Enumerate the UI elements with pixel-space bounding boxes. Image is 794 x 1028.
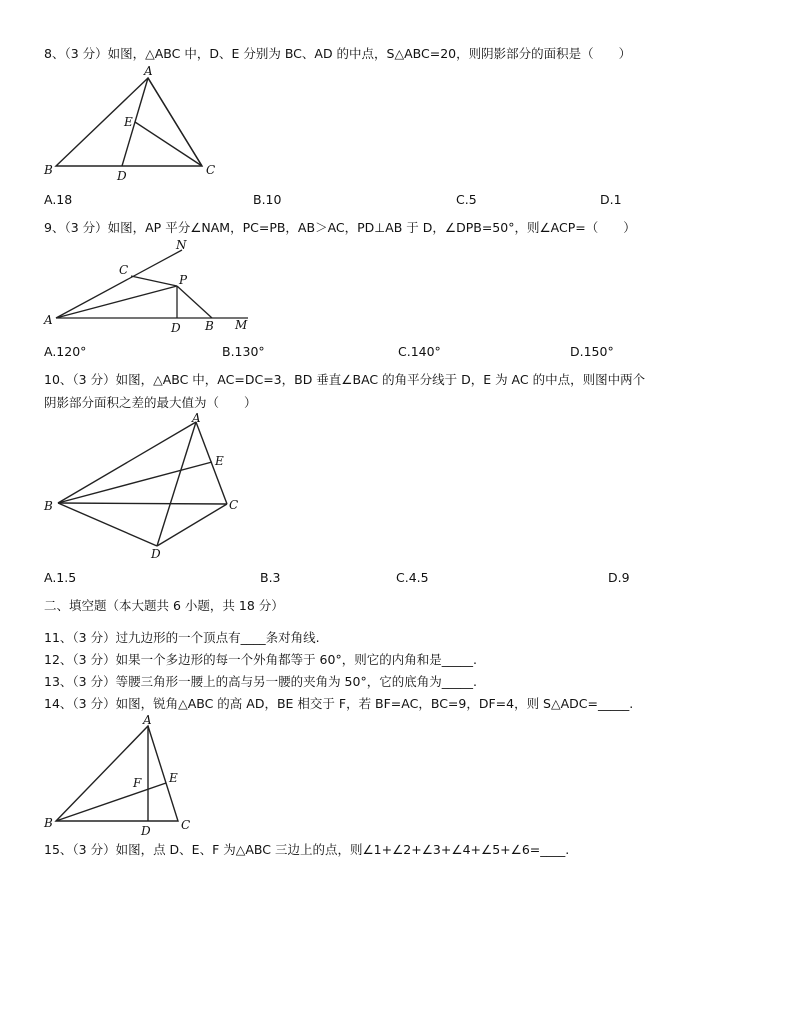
question-10-stem-line2: 阴影部分面积之差的最大值为（ ） [44,395,257,410]
label-N: N [176,238,187,252]
question-8-option-b[interactable]: B.10 [253,192,282,207]
label-C: C [119,263,129,277]
label-A: A [192,412,201,425]
label-B: B [44,163,53,177]
question-8-option-d[interactable]: D.1 [600,192,622,207]
question-number: 15、 [44,842,73,857]
label-D: D [171,321,181,335]
question-9-option-d[interactable]: D.150° [570,344,614,359]
question-number: 12、 [44,652,73,667]
label-D: D [141,824,151,838]
question-text: （3 分）如图，△ABC 中，AC=DC=3，BD 垂直∠BAC 的角平分线于 D，E 为 AC 的中点，则图中两个 [72,372,646,387]
label-P: P [179,273,188,287]
question-11 [44,630,320,646]
label-A: A [143,714,152,727]
question-12 [44,652,477,668]
question-number: 14、 [44,696,73,711]
label-B: B [44,816,53,830]
question-text: （3 分）如图，锐角△ABC 的高 AD，BE 相交于 F，若 BF=AC，BC=9，DF=4，则 S△ADC=_____. [72,696,634,711]
question-number: 13、 [44,674,73,689]
label-E: E [169,771,178,785]
label-D: D [117,169,127,183]
section-heading: 二、填空题（本大题共 6 小题，共 18 分） [44,598,284,613]
label-B: B [205,319,214,333]
question-9-option-b[interactable]: B.130° [222,344,265,359]
label-E: E [215,454,224,468]
question-10-figure [36,412,256,564]
label-E: E [124,115,133,129]
question-9-option-c[interactable]: C.140° [398,344,441,359]
question-10-stem-line1 [44,372,645,388]
question-8-option-a[interactable]: A.18 [44,192,73,207]
question-10-option-a[interactable]: A.1.5 [44,570,77,585]
question-number: 11、 [44,630,73,645]
label-C: C [181,818,191,832]
label-C: C [206,163,216,177]
label-C: C [229,498,239,512]
question-number: 8、 [44,46,65,61]
question-10-option-c[interactable]: C.4.5 [396,570,429,585]
question-text: （3 分）如果一个多边形的每一个外角都等于 60°，则它的内角和是_____. [72,652,477,667]
question-9-figure [36,236,266,338]
question-8-option-c[interactable]: C.5 [456,192,477,207]
question-8-stem [44,46,631,62]
question-text: （3 分）过九边形的一个顶点有____条对角线. [72,630,320,645]
question-13 [44,674,477,690]
question-text: （3 分）如图，点 D、E、F 为△ABC 三边上的点，则∠1+∠2+∠3+∠4+∠5+∠6=____. [72,842,570,857]
label-B: B [44,499,53,513]
question-number: 10、 [44,372,73,387]
question-text: （3 分）如图，△ABC 中，D、E 分别为 BC、AD 的中点，S△ABC=20，则阴影部分的面积是（ ） [64,46,632,61]
question-9-stem [44,220,636,236]
question-14-figure [36,714,206,838]
question-10-option-b[interactable]: B.3 [260,570,281,585]
question-14 [44,696,633,712]
question-15 [44,842,569,858]
question-9-option-a[interactable]: A.120° [44,344,87,359]
label-A: A [44,313,53,327]
label-M: M [235,318,248,332]
question-8-figure [36,62,236,184]
label-A: A [144,64,153,78]
label-D: D [151,547,161,561]
question-text: （3 分）等腰三角形一腰上的高与另一腰的夹角为 50°，它的底角为_____. [72,674,477,689]
question-number: 9、 [44,220,65,235]
question-text: （3 分）如图，AP 平分∠NAM，PC=PB，AB＞AC，PD⊥AB 于 D，∠DPB=50°，则∠ACP=（ ） [64,220,636,235]
label-F: F [133,776,142,790]
question-10-option-d[interactable]: D.9 [608,570,630,585]
